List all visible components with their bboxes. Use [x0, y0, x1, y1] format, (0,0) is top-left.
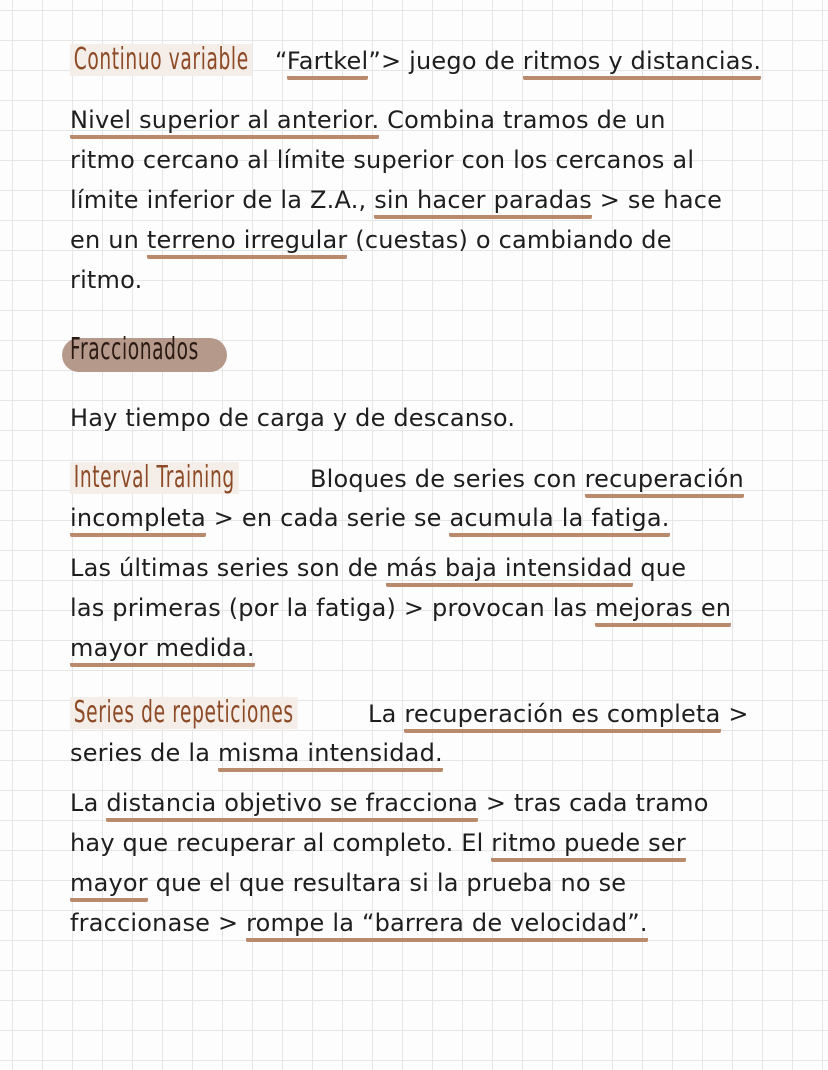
subheading: Series de repeticiones [70, 697, 297, 729]
text-segment: La [368, 700, 405, 728]
subheading: Interval Training [70, 462, 239, 494]
text-segment: ”> juego de [368, 47, 523, 75]
text-line [70, 184, 722, 216]
text-segment: > tras cada tramo [477, 789, 709, 817]
text-segment: en un [70, 226, 147, 254]
text-line [70, 592, 731, 624]
section-title: Fraccionados [70, 332, 199, 367]
subheading: Continuo variable [70, 44, 253, 76]
text-line [70, 104, 666, 136]
text-segment: La [70, 789, 107, 817]
subheading-wrap [70, 462, 310, 495]
text-segment: que [632, 554, 687, 582]
text-line [70, 224, 672, 256]
text-segment: Hay tiempo de carga y de descanso. [70, 404, 516, 432]
underlined-text: distancia objetivo se fracciona [106, 789, 478, 822]
underlined-text: mejoras en [595, 594, 731, 627]
underlined-text: rompe la “barrera de velocidad”. [246, 909, 648, 942]
text-segment: “ [275, 47, 287, 75]
text-line [70, 552, 686, 584]
underlined-text: incompleta [70, 504, 206, 537]
text-line [70, 44, 761, 77]
text-line [70, 264, 142, 296]
subheading-wrap [70, 44, 275, 77]
underlined-text: misma intensidad. [218, 739, 443, 772]
text-segment: límite inferior de la Z.A., [70, 186, 375, 214]
text-line [70, 462, 744, 495]
text-segment: que el que resultara si la prueba no se [147, 869, 627, 897]
underlined-text: mayor medida. [70, 634, 255, 667]
underlined-text: Nivel superior al anterior. [70, 106, 379, 139]
text-line [70, 787, 709, 819]
underlined-text: sin hacer paradas [374, 186, 592, 219]
text-segment: series de la [70, 739, 218, 767]
underlined-text: Fartkel [287, 47, 368, 80]
text-line [70, 144, 694, 176]
text-segment: Bloques de series con [310, 465, 585, 493]
text-line [70, 502, 670, 534]
text-line [70, 632, 255, 664]
text-segment: > [720, 700, 749, 728]
text-line [70, 402, 515, 434]
underlined-text: más baja intensidad [386, 554, 633, 587]
text-segment: > en cada serie se [205, 504, 450, 532]
underlined-text: terreno irregular [147, 226, 348, 259]
text-segment: hay que recuperar al completo. El [70, 829, 492, 857]
text-segment: fraccionase > [70, 909, 247, 937]
text-segment: Combina tramos de un [379, 106, 666, 134]
underlined-text: recuperación es completa [404, 700, 720, 733]
text-segment: las primeras (por la fatiga) > provocan las [70, 594, 596, 622]
text-line [70, 907, 648, 939]
text-segment: (cuestas) o cambiando de [347, 226, 672, 254]
underlined-text: acumula la fatiga. [449, 504, 669, 537]
text-line [70, 827, 686, 859]
text-segment: ritmo. [70, 266, 143, 294]
underlined-text: ritmos y distancias. [523, 47, 761, 80]
text-line [70, 867, 626, 899]
text-segment: > se hace [591, 186, 723, 214]
text-line [70, 737, 443, 769]
text-segment: Las últimas series son de [70, 554, 386, 582]
text-segment: ritmo cercano al límite superior con los cercanos al [70, 146, 695, 174]
subheading-wrap [70, 697, 368, 730]
underlined-text: mayor [70, 869, 148, 902]
underlined-text: recuperación [585, 465, 744, 498]
underlined-text: ritmo puede ser [491, 829, 686, 862]
text-line [70, 697, 749, 730]
